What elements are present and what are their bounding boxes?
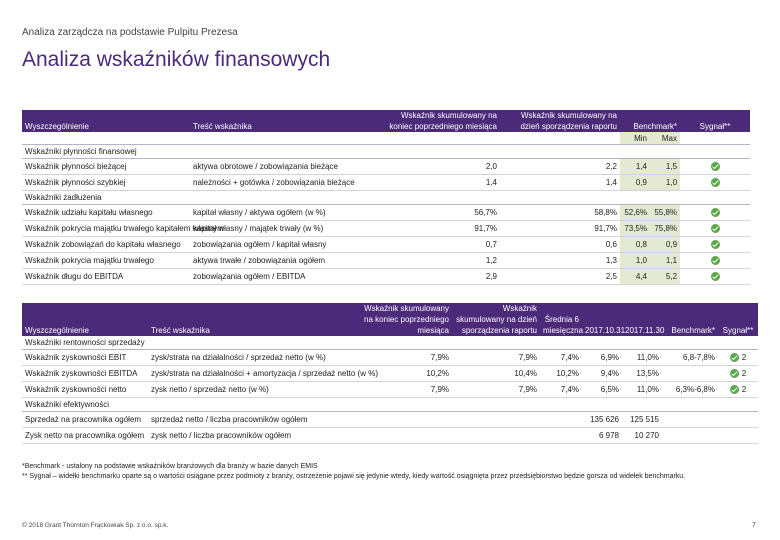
row-curr-value: 2,2 (500, 159, 620, 175)
row-date2-value: 125 515 (622, 412, 662, 428)
row-curr-value: 1,4 (500, 175, 620, 191)
row-curr-value (452, 428, 540, 444)
row-name: Wskaźnik długu do EBITDA (22, 269, 190, 285)
table-row (22, 221, 750, 237)
check-icon (711, 178, 720, 187)
signal-cell (718, 428, 758, 444)
row-date1-value: 6 978 (582, 428, 622, 444)
row-benchmark-max: 1,0 (650, 175, 680, 191)
benchmark-min-cell (620, 145, 650, 159)
page-title: Analiza wskaźników finansowych (22, 48, 331, 71)
col-header-date2: 2017.11.30 (622, 303, 662, 336)
section-title: Wskaźniki efektywności (22, 398, 758, 412)
check-icon (711, 224, 720, 233)
benchmark-max-cell (650, 191, 680, 205)
row-formula: zobowiązania ogółem / kapitał własny (190, 237, 380, 253)
row-avg-value (540, 412, 582, 428)
col-header-min: Min (620, 132, 650, 145)
signal-cell (718, 382, 758, 398)
row-prev-value: 1,2 (380, 253, 500, 269)
table-row (22, 428, 758, 444)
profitability-efficiency-table (22, 303, 758, 444)
signal-cell (718, 412, 758, 428)
row-formula: aktywa obrotowe / zobowiązania bieżące (190, 159, 380, 175)
col-header-prev: Wskaźnik skumulowany na koniec poprzedniego miesiąca (380, 110, 500, 132)
col-header-formula: Treść wskaźnika (190, 110, 380, 132)
section-title: Wskaźniki zadłużenia (22, 191, 620, 205)
signal-cell (680, 205, 750, 221)
section-title: Wskaźniki rentowności sprzedaży (22, 336, 758, 350)
col-header-signal: Sygnał** (680, 110, 750, 132)
signal-cell (680, 253, 750, 269)
footnotes (22, 462, 762, 482)
row-formula: zysk/strata na działalności + amortyzacja / sprzedaż netto (w %) (148, 366, 354, 382)
liquidity-debt-table (22, 110, 750, 285)
report-top-label: Analiza zarządcza na podstawie Pulpitu Prezesa (22, 27, 238, 38)
row-prev-value: 2,0 (380, 159, 500, 175)
table-row (22, 382, 758, 398)
row-formula: sprzedaż netto / liczba pracowników ogółem (148, 412, 354, 428)
row-benchmark-max: 1,1 (650, 253, 680, 269)
row-date1-value: 135 626 (582, 412, 622, 428)
table-row (22, 159, 750, 175)
row-formula: aktywa trwałe / zobowiązania ogółem (190, 253, 380, 269)
row-benchmark-max: 75,8% (650, 221, 680, 237)
section-title: Wskaźniki płynności finansowej (22, 145, 620, 159)
col-header-formula: Treść wskaźnika (148, 303, 354, 336)
check-icon (730, 353, 739, 362)
col-header-benchmark: Benchmark* (620, 110, 680, 132)
row-benchmark-min: 0,8 (620, 237, 650, 253)
row-benchmark (662, 366, 718, 382)
row-curr-value: 2,5 (500, 269, 620, 285)
row-formula: należności + gotówka / zobowiązania bieżące (190, 175, 380, 191)
check-icon (711, 208, 720, 217)
row-avg-value: 10,2% (540, 366, 582, 382)
col-header-avg: Średnia 6 miesięczna (540, 303, 582, 336)
row-curr-value (452, 412, 540, 428)
row-prev-value: 91,7% (380, 221, 500, 237)
row-name: Wskaźnik zobowiązań do kapitału własnego (22, 237, 190, 253)
row-name: Wskaźnik udziału kapitału własnego (22, 205, 190, 221)
check-icon (730, 385, 739, 394)
row-benchmark-min: 52,6% (620, 205, 650, 221)
row-benchmark-min: 0,9 (620, 175, 650, 191)
row-name: Sprzedaż na pracownika ogółem (22, 412, 148, 428)
row-benchmark-min: 73,5% (620, 221, 650, 237)
row-benchmark: 6,3%-6,8% (662, 382, 718, 398)
row-benchmark-max: 5,2 (650, 269, 680, 285)
row-prev-value: 7,9% (354, 382, 452, 398)
page-number: 7 (752, 522, 756, 529)
row-date1-value: 6,5% (582, 382, 622, 398)
signal-cell (680, 237, 750, 253)
signal-cell (680, 269, 750, 285)
row-name: Wskaźnik zyskowności EBIT (22, 350, 148, 366)
row-date2-value: 11,0% (622, 350, 662, 366)
row-formula: kapitał własny / majątek trwały (w %) (190, 221, 380, 237)
row-curr-value: 7,9% (452, 350, 540, 366)
signal-cell (680, 159, 750, 175)
table-row (22, 205, 750, 221)
table2-header-row (22, 303, 758, 336)
table-row (22, 350, 758, 366)
signal-suffix: 2 (741, 385, 747, 394)
row-date1-value: 9,4% (582, 366, 622, 382)
row-date2-value: 11,0% (622, 382, 662, 398)
row-prev-value: 10,2% (354, 366, 452, 382)
col-header-curr: Wskaźnik skumulowany na dzień sporządzenia raportu (452, 303, 540, 336)
row-name: Wskaźnik zyskowności netto (22, 382, 148, 398)
footnote-benchmark: *Benchmark - ustalony na podstawie wskaźników branżowych dla branży w bazie danych EMIS (22, 463, 318, 470)
table-row (22, 175, 750, 191)
table1-header-row (22, 110, 750, 132)
row-prev-value: 7,9% (354, 350, 452, 366)
signal-cell (718, 366, 758, 382)
row-prev-value (354, 412, 452, 428)
table-row (22, 269, 750, 285)
row-curr-value: 7,9% (452, 382, 540, 398)
signal-suffix: 2 (741, 369, 747, 378)
row-name: Wskaźnik pokrycia majątku trwałego kapitałem własnym (22, 221, 190, 237)
col-header-prev: Wskaźnik skumulowany na koniec poprzedniego miesiąca (354, 303, 452, 336)
row-benchmark-min: 1,0 (620, 253, 650, 269)
table-row (22, 237, 750, 253)
row-benchmark-max: 0,9 (650, 237, 680, 253)
table-row (22, 366, 758, 382)
section-header-row (22, 191, 750, 205)
row-name: Wskaźnik płynności szybkiej (22, 175, 190, 191)
col-header-curr: Wskaźnik skumulowany na dzień sporządzenia raportu (500, 110, 620, 132)
col-header-max: Max (650, 132, 680, 145)
row-name: Wskaźnik zyskowności EBITDA (22, 366, 148, 382)
row-benchmark (662, 412, 718, 428)
row-name: Wskaźnik pokrycia majątku trwałego (22, 253, 190, 269)
row-avg-value (540, 428, 582, 444)
check-icon (730, 369, 739, 378)
row-prev-value (354, 428, 452, 444)
table-row (22, 412, 758, 428)
signal-suffix: 2 (741, 353, 747, 362)
row-formula: zobowiązania ogółem / EBITDA (190, 269, 380, 285)
col-header-name: Wyszczególnienie (22, 110, 190, 132)
row-prev-value: 2,9 (380, 269, 500, 285)
col-header-signal: Sygnał** (718, 303, 758, 336)
row-benchmark-min: 1,4 (620, 159, 650, 175)
footnote-signal: ** Sygnał – widełki benchmarku oparte są o wartości osiągane przez podmioty z branży, ostrzeżenie pojawi się jedynie wtedy, kiedy wartość osiągnięta przez przedsiębiorstwo będzie gorsza od widełek benchmarku. (22, 473, 686, 480)
row-avg-value: 7,4% (540, 382, 582, 398)
row-prev-value: 1,4 (380, 175, 500, 191)
row-date2-value: 13,5% (622, 366, 662, 382)
row-curr-value: 1,3 (500, 253, 620, 269)
col-header-date1: 2017.10.31 (582, 303, 622, 336)
row-prev-value: 0,7 (380, 237, 500, 253)
check-icon (711, 272, 720, 281)
row-curr-value: 58,8% (500, 205, 620, 221)
row-formula: zysk netto / liczba pracowników ogółem (148, 428, 354, 444)
table1-subheader-row (22, 132, 750, 145)
row-benchmark (662, 428, 718, 444)
section-header-row (22, 398, 758, 412)
row-date1-value: 6,9% (582, 350, 622, 366)
check-icon (711, 240, 720, 249)
signal-cell (680, 191, 750, 205)
section-header-row (22, 145, 750, 159)
benchmark-max-cell (650, 145, 680, 159)
row-curr-value: 0,6 (500, 237, 620, 253)
signal-cell (718, 350, 758, 366)
row-avg-value: 7,4% (540, 350, 582, 366)
row-benchmark-max: 1,5 (650, 159, 680, 175)
col-header-benchmark: Benchmark* (662, 303, 718, 336)
row-name: Zysk netto na pracownika ogółem (22, 428, 148, 444)
row-prev-value: 56,7% (380, 205, 500, 221)
signal-cell (680, 145, 750, 159)
row-formula: zysk/strata na działalności / sprzedaż netto (w %) (148, 350, 354, 366)
signal-cell (680, 221, 750, 237)
row-curr-value: 91,7% (500, 221, 620, 237)
section-header-row (22, 336, 758, 350)
row-benchmark: 6,8-7,8% (662, 350, 718, 366)
check-icon (711, 256, 720, 265)
footer-copyright: © 2018 Grant Thornton Frąckowiak Sp. z o.o. sp.k. (22, 522, 169, 529)
row-formula: kapitał własny / aktywa ogółem (w %) (190, 205, 380, 221)
row-curr-value: 10,4% (452, 366, 540, 382)
row-benchmark-min: 4,4 (620, 269, 650, 285)
benchmark-min-cell (620, 191, 650, 205)
table-row (22, 253, 750, 269)
row-date2-value: 10 270 (622, 428, 662, 444)
row-name: Wskaźnik płynności bieżącej (22, 159, 190, 175)
check-icon (711, 162, 720, 171)
signal-cell (680, 175, 750, 191)
col-header-name: Wyszczególnienie (22, 303, 148, 336)
row-benchmark-max: 55,8% (650, 205, 680, 221)
row-formula: zysk netto / sprzedaż netto (w %) (148, 382, 354, 398)
